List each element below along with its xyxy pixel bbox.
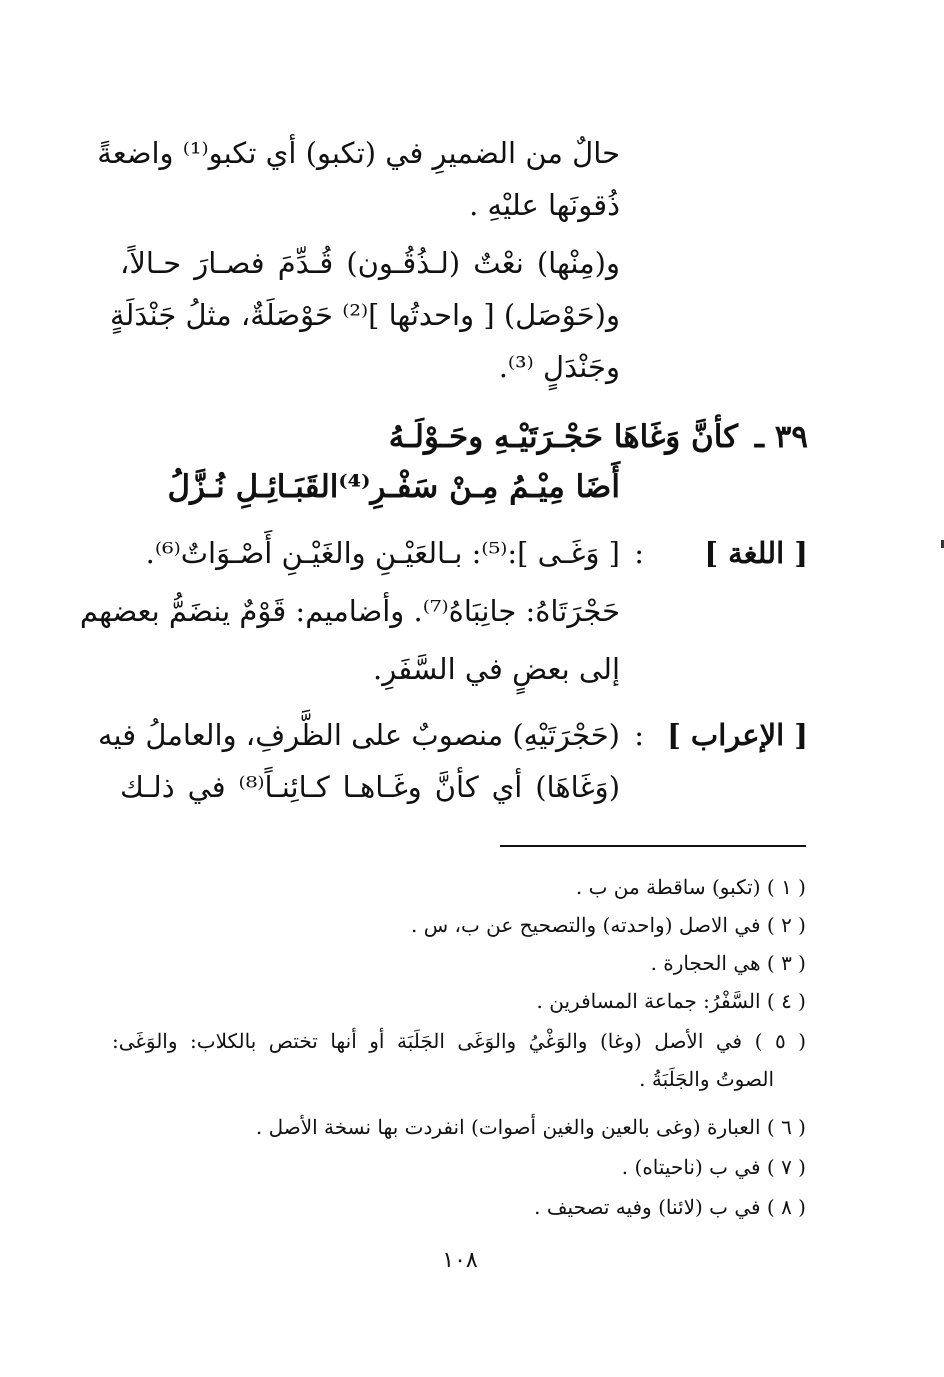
footnote-7: ( ٧ ) في ب (ناحيتاه) . [621, 1155, 806, 1179]
verse-hemistich-1: كأنَّ وَغَاهَا حَجْـرَتَيْـهِ وحَـوْلَـهُ [388, 419, 738, 455]
paragraph-1-line-1: حالٌ من الضميرِ في (تكبو) أي تكبو⁽¹⁾ واضعةً [97, 136, 620, 170]
footnote-2: ( ٢ ) في الاصل (واحدته) والتصحيح عن ب، س . [411, 913, 806, 937]
language-line-3: إلى بعضٍ في السَّفَرِ. [373, 652, 620, 686]
grammar-line-1: (حَجْرَتَيْهِ) منصوبٌ على الظَّرفِ، والعاملُ فيه [97, 718, 620, 752]
verse-hemistich-2: أَضَا مِيْـمُ مِـنْ سَفْـرِ⁽⁴⁾القَبَـائِـلِ نُـزَّلُ [167, 469, 620, 505]
footnote-6: ( ٦ ) العبارة (وغى بالعين والغين أصوات) انفردت بها نسخة الأصل . [255, 1115, 806, 1139]
paragraph-2-line-1: و(مِنْها) نعْتٌ (لـذُقُـون) قُـدِّمَ فصـارَ حـالاً، [120, 246, 620, 280]
footnote-8: ( ٨ ) في ب (لائنا) وفيه تصحيف . [534, 1195, 806, 1219]
footnote-1: ( ١ ) (تكبو) ساقطة من ب . [575, 875, 806, 899]
footnote-3: ( ٣ ) هي الحجارة . [650, 951, 806, 975]
footnote-5-continuation: الصوتُ والجَلَبَةُ . [639, 1067, 774, 1091]
grammar-line-2: (وَغَاهَا) أي كأنَّ وغَـاهـا كـائِنـاً⁽⁸⁾ في ذلـك [120, 770, 621, 804]
paragraph-2-line-3: وجَنْدَلٍ ⁽³⁾. [498, 350, 620, 384]
footnote-5: ( ٥ ) في الأصل (وغا) والوَغْيُ والوَغَى الجَلَبَة أو أنها تختص بالكلاب: والوَغَى: [112, 1029, 806, 1053]
language-line-1: [ وَغَـى ]:⁽⁵⁾: بـالعَيْـنِ والغَيْـنِ أَصْـوَاتٌ⁽⁶⁾. [145, 536, 620, 570]
page-number: ١٠٨ [442, 1248, 478, 1273]
verse-number: ٣٩ ـ [754, 419, 808, 455]
language-line-2: حَجْرَتَاهُ: جانِبَاهُ⁽⁷⁾. وأضاميم: قَوْمٌ ينضَمُّ بعضهم [79, 594, 620, 628]
language-section-label: [ اللغة ] [704, 536, 808, 570]
footnote-4: ( ٤ ) السَّفْرُ: جماعة المسافرين . [536, 989, 806, 1013]
footnote-separator [500, 845, 806, 847]
paragraph-2-line-2: و(حَوْصَل) [ واحدتُها ]⁽²⁾ حَوْصَلَةٌ، مثلُ جَنْدَلَةٍ [109, 298, 620, 332]
language-section-colon: : [634, 536, 644, 570]
grammar-section-colon: : [634, 718, 644, 752]
paragraph-1-line-2: ذُقونَها عليْهِ . [469, 188, 620, 222]
grammar-section-label: [ الإعراب ] [667, 718, 808, 752]
